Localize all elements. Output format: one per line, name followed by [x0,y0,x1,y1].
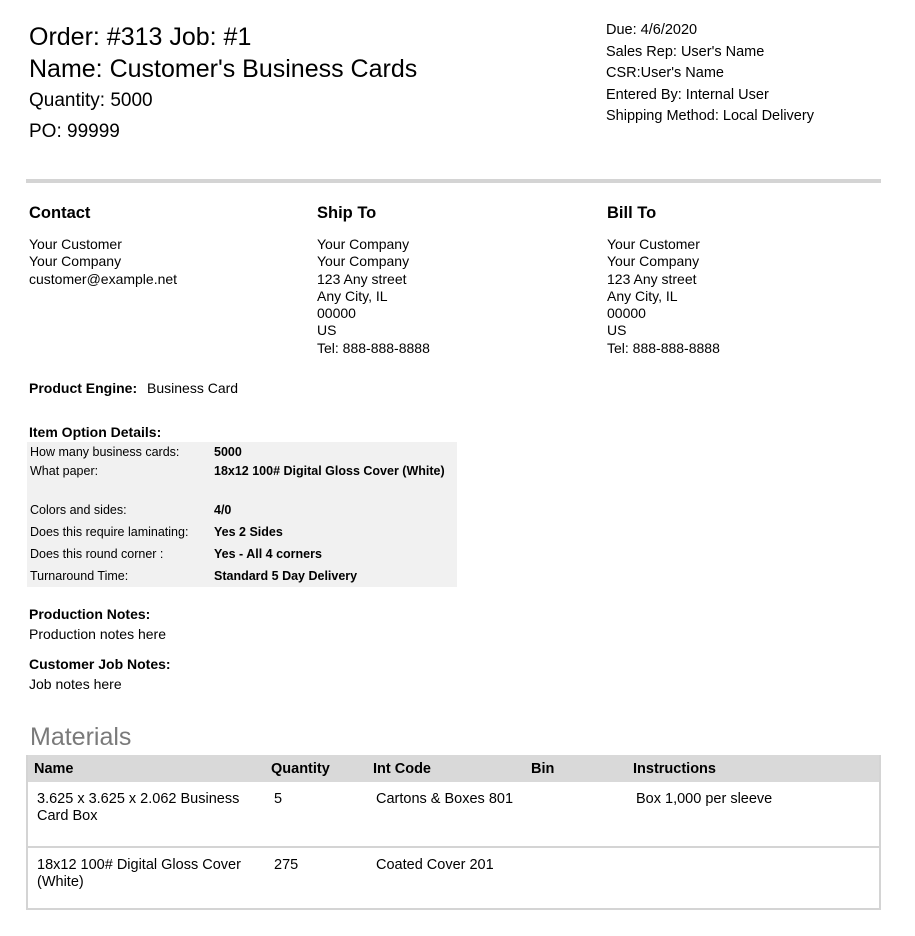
ship-to-phone: Tel: 888-888-8888 [317,339,430,356]
column-header-int-code: Int Code [367,755,525,782]
option-row [27,543,457,565]
option-value: 5000 [214,445,242,459]
table-row [27,847,880,909]
option-label: Does this round corner : [30,547,164,561]
material-instructions [627,847,880,909]
option-value: Yes - All 4 corners [214,547,322,561]
column-header-bin: Bin [525,755,627,782]
option-row [27,565,457,587]
contact-line: Your Company [29,253,122,270]
bill-to-phone: Tel: 888-888-8888 [607,339,720,356]
job-name-title: Name: Customer's Business Cards [29,55,418,83]
bill-to-block [607,203,720,357]
customer-job-notes-heading: Customer Job Notes: [29,656,171,672]
bill-to-line: Your Company [607,253,700,270]
option-label: Turnaround Time: [30,569,129,583]
entered-by: Entered By: Internal User [606,86,769,103]
sales-rep: Sales Rep: User's Name [606,43,765,60]
customer-job-notes-text: Job notes here [29,676,122,692]
option-row [27,462,457,499]
materials-table [26,755,881,910]
bill-to-line: 00000 [607,305,646,322]
option-label: How many business cards: [30,445,180,459]
table-row [27,782,880,847]
ship-to-line: Your Company [317,253,410,270]
ship-to-heading: Ship To [317,204,377,222]
option-label: What paper: [27,462,211,499]
bill-to-line: US [607,322,627,339]
material-int-code: Cartons & Boxes 801 [367,782,525,847]
production-notes-heading: Production Notes: [29,606,151,622]
option-value: Standard 5 Day Delivery [214,569,358,583]
product-engine-label: Product Engine: [29,380,138,396]
ship-to-line: 00000 [317,305,356,322]
contact-line: Your Customer [29,236,122,252]
bill-to-line: Any City, IL [607,287,678,304]
column-header-instructions: Instructions [627,755,880,782]
shipping-method: Shipping Method: Local Delivery [606,108,814,124]
contact-heading: Contact [29,204,91,222]
bill-to-heading: Bill To [607,204,657,222]
item-options-heading: Item Option Details: [29,424,162,440]
option-row [27,499,457,521]
material-quantity: 275 [274,857,299,873]
option-value: Yes 2 Sides [214,525,283,539]
production-notes-text: Production notes here [29,626,166,642]
option-value: 18x12 100# Digital Gloss Cover (White) [214,464,445,478]
material-name: 3.625 x 3.625 x 2.062 Business Card Box [27,782,265,847]
csr: CSR:User's Name [606,65,724,81]
column-header-name: Name [27,755,265,782]
header-divider [26,179,881,183]
material-int-code: Coated Cover 201 [376,857,494,873]
ship-to-line: Any City, IL [317,287,388,304]
order-meta [606,20,814,128]
bill-to-line: Your Customer [607,236,700,252]
option-row [27,521,457,543]
product-engine-value: Business Card [147,380,239,396]
item-options-table [27,442,457,587]
bill-to-line: 123 Any street [607,270,697,287]
materials-header-row [27,755,880,782]
quantity-text: Quantity: 5000 [29,90,153,111]
column-header-quantity: Quantity [265,755,367,782]
option-value: 4/0 [214,503,232,517]
option-label: Colors and sides: [30,503,127,517]
ship-to-block [317,203,430,357]
materials-title: Materials [30,723,132,751]
ship-to-line: Your Company [317,236,410,252]
ship-to-line: 123 Any street [317,270,407,287]
material-quantity: 5 [265,782,367,847]
material-name: 18x12 100# Digital Gloss Cover (White) [37,857,241,890]
option-row [27,442,457,462]
ship-to-line: US [317,322,337,339]
po-text: PO: 99999 [29,121,120,142]
order-job-title: Order: #313 Job: #1 [29,23,252,51]
material-bin [525,782,627,847]
product-engine [29,379,238,397]
due-date: Due: 4/6/2020 [606,22,698,38]
material-bin [525,847,627,909]
option-label: Does this require laminating: [30,525,189,539]
contact-block [29,203,177,288]
material-instructions: Box 1,000 per sleeve [627,782,880,847]
contact-email: customer@example.net [29,270,178,287]
